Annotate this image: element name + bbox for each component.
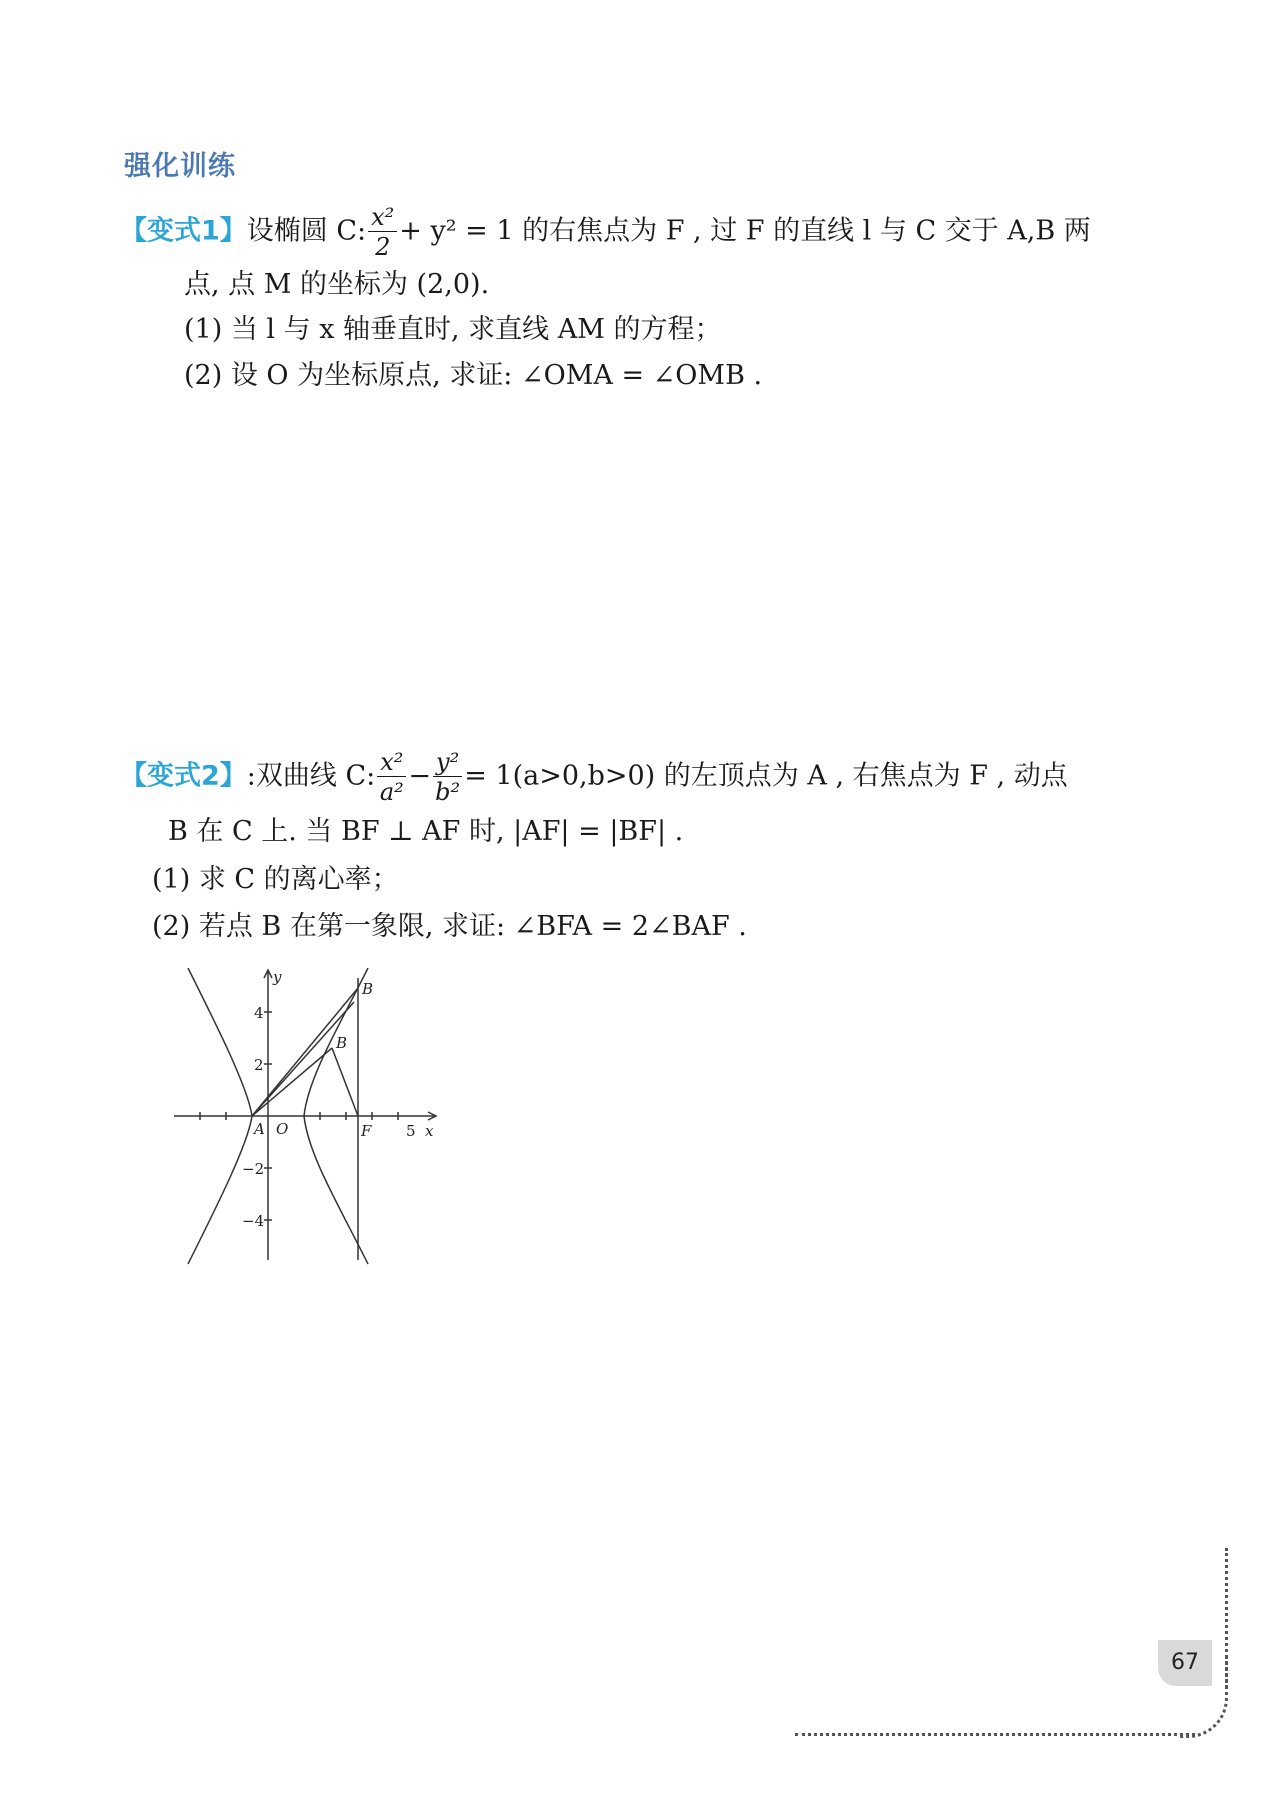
point-b2-label: B	[336, 1034, 348, 1052]
dotted-border-horizontal	[795, 1733, 1195, 1736]
problem2-intro-a: :双曲线 C:	[246, 760, 376, 792]
problem2-part2: (2) 若点 B 在第一象限, 求证: ∠BFA = 2∠BAF .	[152, 911, 747, 942]
y-tick-neg2: −2	[242, 1160, 265, 1178]
problem1-intro-a: 设椭圆 C:	[246, 215, 367, 247]
problem1-part2: (2) 设 O 为坐标原点, 求证: ∠OMA = ∠OMB .	[184, 360, 763, 391]
page-number: 67	[1158, 1640, 1212, 1686]
problem2-line1	[120, 750, 1068, 804]
segment-b2-f	[332, 1048, 358, 1116]
point-a-label: A	[254, 1120, 265, 1138]
x-tick-5: 5	[406, 1122, 416, 1140]
problem1-tag: 【变式1】	[120, 215, 247, 247]
problem1-line2: 点, 点 M 的坐标为 (2,0).	[184, 269, 490, 300]
problem2-intro-b: = 1(a>0,b>0) 的左顶点为 A , 右焦点为 F , 动点	[464, 760, 1068, 792]
problem2-minus: −	[408, 760, 432, 792]
y-axis-label: y	[273, 968, 282, 986]
problem2-tag: 【变式2】	[120, 760, 247, 792]
problem1-part1: (1) 当 l 与 x 轴垂直时, 求直线 AM 的方程；	[184, 314, 722, 345]
segment-a-b2	[252, 1048, 332, 1116]
problem2-fraction-1: $\frac{\text{x²}}{\text{a²}}$	[377, 750, 406, 804]
hyperbola-figure	[168, 968, 448, 1268]
point-b1-label: B	[362, 980, 374, 998]
y-tick-2: 2	[254, 1056, 264, 1074]
point-o-label: O	[276, 1120, 289, 1138]
problem1-fraction: $\frac{\text{x²}}{2}$	[368, 205, 397, 259]
problem2-line2: B 在 C 上. 当 BF ⊥ AF 时, |AF| = |BF| .	[168, 816, 684, 847]
y-tick-neg4: −4	[242, 1212, 265, 1230]
problem2-part1: (1) 求 C 的离心率；	[152, 864, 399, 895]
problem1-intro-b: + y² = 1 的右焦点为 F , 过 F 的直线 l 与 C 交于 A,B 两	[399, 215, 1091, 247]
problem1-line1	[120, 205, 1091, 259]
x-axis-label: x	[425, 1122, 434, 1140]
point-f-label: F	[361, 1122, 372, 1140]
problem2-fraction-2: $\frac{\text{y²}}{\text{b²}}$	[433, 750, 462, 804]
y-tick-4: 4	[254, 1004, 264, 1022]
section-title: 强化训练	[124, 151, 236, 182]
